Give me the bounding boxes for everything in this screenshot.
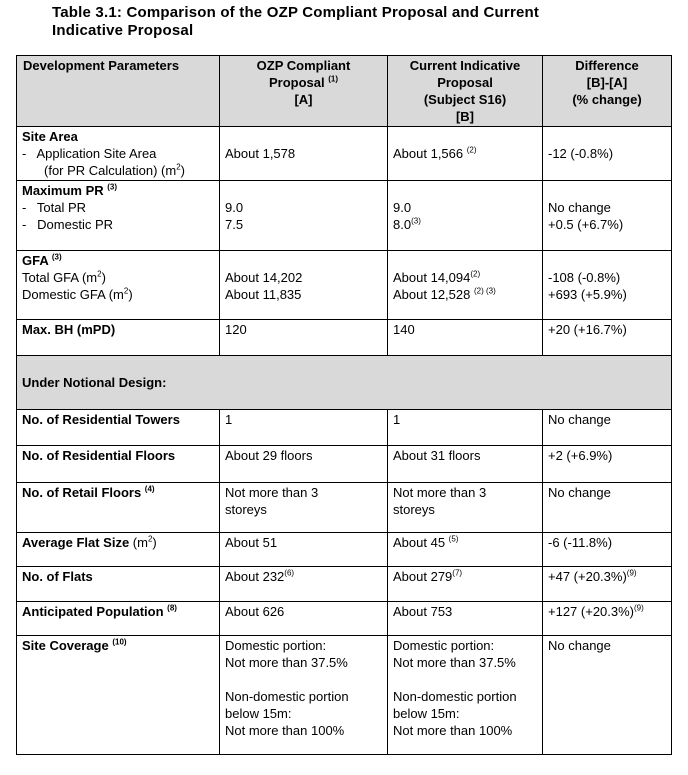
section-row-notional-design [17, 356, 672, 410]
site-area-label: Site Area - Application Site Area (for PR Calculation) $(m^2)$ [17, 127, 220, 181]
bh-a: 120 [220, 320, 388, 356]
table-row [17, 127, 672, 181]
table-title [52, 4, 539, 40]
population-a: About 626 [220, 602, 388, 636]
table-row [17, 181, 672, 251]
population-label: Anticipated Population $^{(8)}$ [17, 602, 220, 636]
flatsize-b: About 45 $^{(5)}$ [388, 533, 543, 567]
header-row [17, 56, 672, 127]
gfa-label: GFA $^{(3)}$ Total GFA $(m^2)$ Domestic GFA $(m^2)$ [17, 251, 220, 320]
population-b: About 753 [388, 602, 543, 636]
coverage-diff: No change [543, 636, 672, 755]
site-area-diff: -12 (-0.8%) [543, 127, 672, 181]
coverage-label: Site Coverage $^{(10)}$ [17, 636, 220, 755]
header-ozp-compliant: OZP Compliant Proposal $^{(1)}$ [A] [220, 56, 388, 127]
flatsize-label: Average Flat Size $(m^2)$ [17, 533, 220, 567]
table-row [17, 602, 672, 636]
table-row [17, 251, 672, 320]
flats-diff: +47 $(+20.3\%)^{(9)}$ [543, 567, 672, 602]
bh-b: 140 [388, 320, 543, 356]
table-row [17, 567, 672, 602]
pr-diff: No change +0.5 (+6.7%) [543, 181, 672, 251]
header-current-indicative: Current Indicative Proposal (Subject S16) [B] [388, 56, 543, 127]
comparison-table [16, 55, 672, 755]
notional-design-label: Under Notional Design: [17, 356, 672, 410]
bh-diff: +20 (+16.7%) [543, 320, 672, 356]
header-difference: Difference [B]-[A] (% change) [543, 56, 672, 127]
gfa-diff: -108 (-0.8%) +693 (+5.9%) [543, 251, 672, 320]
table-title-line-2: Indicative Proposal [52, 22, 194, 39]
table-title-line-1: Table 3.1: Comparison of the OZP Compliant Proposal and Current [52, 4, 540, 21]
flatsize-a: About 51 [220, 533, 388, 567]
header-development-parameters: Development Parameters [17, 56, 220, 127]
pr-b: 9.0 8.0$^{(3)}$ [388, 181, 543, 251]
site-area-a: About 1,578 [220, 127, 388, 181]
floors-a: About 29 floors [220, 446, 388, 483]
floors-label: No. of Residential Floors [17, 446, 220, 483]
table-row [17, 533, 672, 567]
table-row [17, 320, 672, 356]
table-row [17, 446, 672, 483]
gfa-a: About 14,202 About 11,835 [220, 251, 388, 320]
flatsize-diff: -6 (-11.8%) [543, 533, 672, 567]
flats-b: About 279$^{(7)}$ [388, 567, 543, 602]
retail-b: Not more than 3 storeys [388, 483, 543, 533]
flats-a: About 232$^{(6)}$ [220, 567, 388, 602]
gfa-b: About 14,094$^{(2)}$ About 12,528 $^{(2) (3)}$ [388, 251, 543, 320]
pr-a: 9.0 7.5 [220, 181, 388, 251]
coverage-b: Domestic portion: Not more than 37.5% Non-domestic portion below 15m: Not more than 100% [388, 636, 543, 755]
bh-label: Max. BH (mPD) [17, 320, 220, 356]
table-row [17, 410, 672, 446]
flats-label: No. of Flats [17, 567, 220, 602]
table-row [17, 483, 672, 533]
coverage-a: Domestic portion: Not more than 37.5% Non-domestic portion below 15m: Not more than 100% [220, 636, 388, 755]
floors-diff: +2 (+6.9%) [543, 446, 672, 483]
population-diff: +127 $(+20.3\%)^{(9)}$ [543, 602, 672, 636]
site-area-b: About 1,566 $^{(2)}$ [388, 127, 543, 181]
floors-b: About 31 floors [388, 446, 543, 483]
towers-label: No. of Residential Towers [17, 410, 220, 446]
retail-diff: No change [543, 483, 672, 533]
table-row [17, 636, 672, 755]
towers-diff: No change [543, 410, 672, 446]
pr-label: Maximum PR $^{(3)}$ - Total PR - Domestic PR [17, 181, 220, 251]
towers-a: 1 [220, 410, 388, 446]
retail-a: Not more than 3 storeys [220, 483, 388, 533]
retail-label: No. of Retail Floors $^{(4)}$ [17, 483, 220, 533]
towers-b: 1 [388, 410, 543, 446]
